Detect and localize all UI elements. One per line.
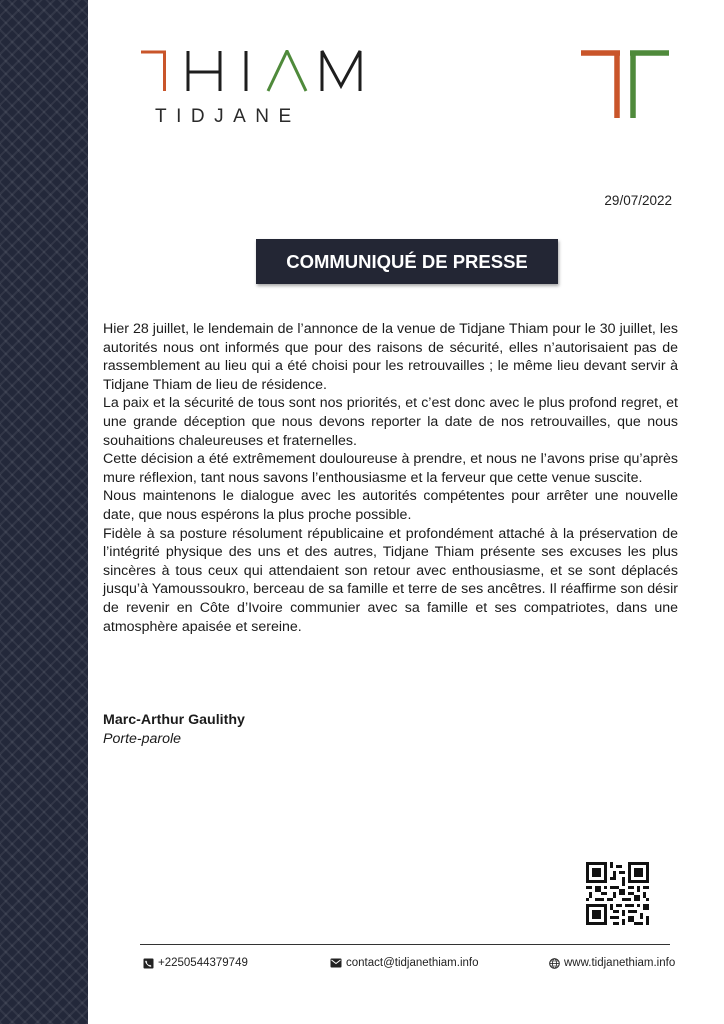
footer-email — [330, 957, 479, 969]
paragraph: Hier 28 juillet, le lendemain de l’annonce de la venue de Tidjane Thiam pour le 30 juillet, les autorités nous ont informés que pour des raisons de sécurité, elles n’autorisaient pas de rassemblement au lieu qui a été choisi pour les retrouvailles ; le même lieu devant servir à Tidjane Thiam de lieu de résidence. — [103, 321, 678, 393]
logo-letter-h — [188, 51, 220, 91]
paragraph: Fidèle à sa posture résolument républicaine et profondément attaché à la préservation de l’intégrité physique des uns et des autres, Tidjane Thiam présente ses excuses les plus sincères à tous ceux qui attendaient son retour avec enthousiasme, et se sont déplacés jusqu’à Yamoussoukro, berceau de sa famille et terre de ses ancêtres. Il réaffirme son désir de revenir en Côte d’Ivoire communier avec sa famille et ses compatriotes, dans une atmosphère apaisée et sereine. — [103, 525, 678, 635]
globe-icon — [549, 958, 560, 969]
press-release-body — [103, 320, 678, 636]
signatory-role: Porte-parole — [103, 731, 182, 747]
logo-letter-a — [268, 51, 306, 91]
logo-letter-m — [322, 51, 360, 91]
brand-subtitle: TIDJANE — [155, 106, 301, 127]
decorative-sidebar — [0, 0, 88, 1024]
footer-phone — [143, 957, 248, 969]
qr-code — [586, 862, 649, 925]
paragraph: Cette décision a été extrêmement douloureuse à prendre, et nous ne l’avons prise qu’après mure réflexion, tant nous savons l’enthousiasme et la ferveur que cette venue suscite. — [103, 451, 678, 486]
title-text: COMMUNIQUÉ DE PRESSE — [286, 250, 528, 272]
brand-wordmark-logo — [140, 50, 362, 92]
footer-divider — [140, 944, 670, 945]
website-link[interactable]: www.tidjanethiam.info — [564, 957, 676, 969]
mail-icon — [330, 958, 342, 968]
paragraph: La paix et la sécurité de tous sont nos priorités, et c’est donc avec le plus profond regret, et une grande déception que nous devons reporter la date de nos retrouvailles, que nous souhaitions chaleureuses et fraternelles. — [103, 395, 678, 449]
signatory-name: Marc-Arthur Gaulithy — [103, 712, 245, 728]
phone-icon — [143, 958, 154, 969]
footer-website — [549, 957, 675, 969]
document-date: 29/07/2022 — [604, 193, 672, 208]
logo-letter-t — [141, 52, 166, 91]
phone-number: +2250544379749 — [158, 957, 248, 969]
press-release-title — [256, 239, 558, 284]
email-link[interactable]: contact@tidjanethiam.info — [346, 957, 479, 969]
paragraph: Nous maintenons le dialogue avec les autorités compétentes pour arrêter une nouvelle date, que nous espérons la plus proche possible. — [103, 488, 678, 523]
brand-tt-mark-logo — [580, 50, 670, 118]
